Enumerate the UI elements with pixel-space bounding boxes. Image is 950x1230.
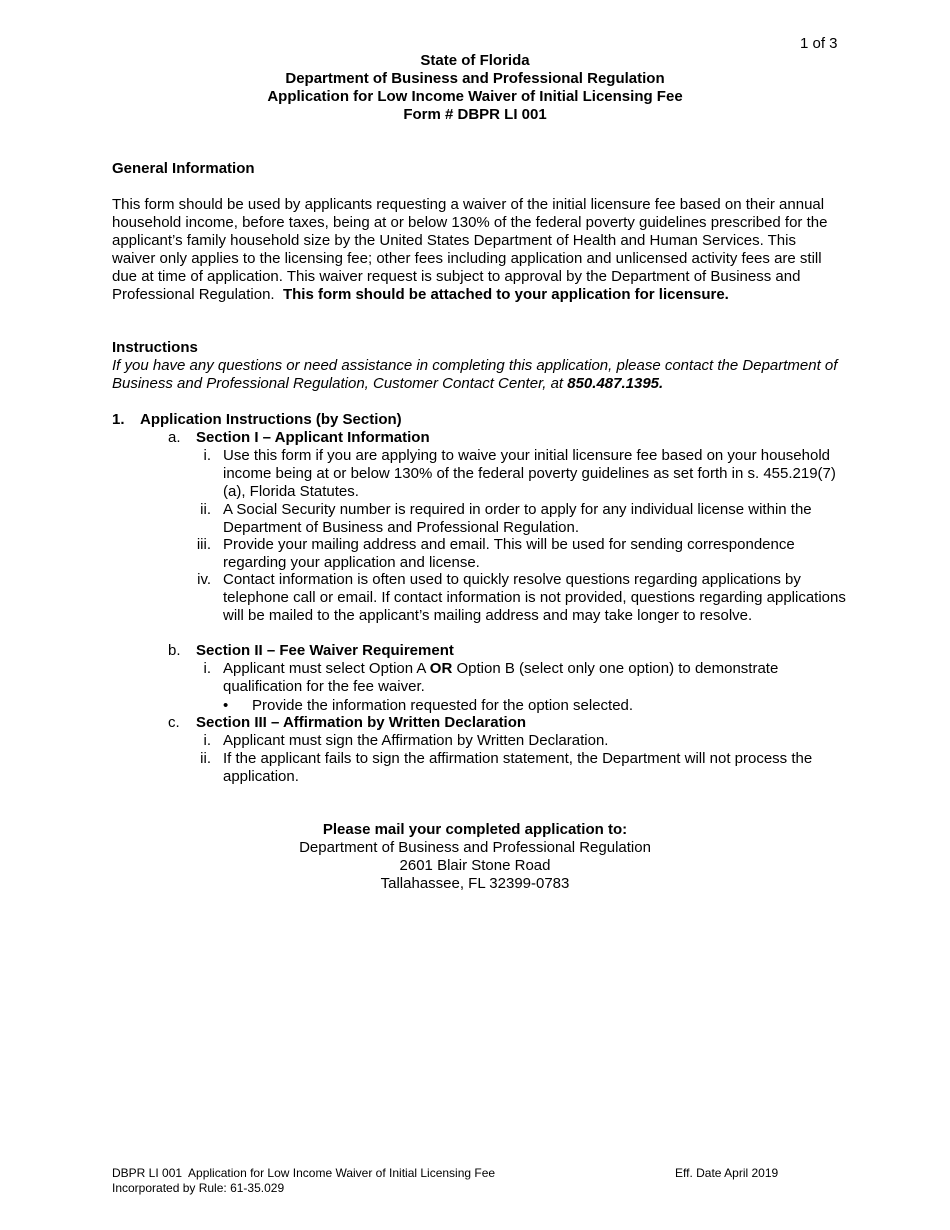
item-numeral: i.	[203, 660, 211, 677]
item-numeral: ii.	[200, 501, 211, 518]
footer-form-title: DBPR LI 001 Application for Low Income Waiver of Initial Licensing Fee	[112, 1166, 496, 1180]
item-numeral: ii.	[200, 750, 211, 767]
item-text-part: Applicant must select Option A	[223, 660, 426, 677]
section-label: a.	[168, 429, 181, 446]
section-c	[168, 714, 848, 732]
footer-left	[112, 1166, 495, 1196]
item-text: Use this form if you are applying to waive your initial licensure fee based on your household income being at or below 130% of the federal poverty guidelines as set forth in s. 455.219(7)(a), Florida Statutes.	[223, 447, 836, 500]
section-a	[168, 429, 848, 447]
section-title: Section II – Fee Waiver Requirement	[196, 642, 454, 659]
contact-phone: 850.487.1395.	[567, 375, 664, 392]
list-item	[172, 447, 852, 501]
mailing-address-block	[0, 821, 950, 893]
list-item	[172, 750, 852, 786]
general-body-text: This form should be used by applicants requesting a waiver of the initial licensure fee based on their annual household income, before taxes, being at or below 130% of the federal poverty guidelines prescribed for the applicant’s family household size by the United States Department of Health and Human Services. This waiver only applies to the licensing fee; other fees including application and unlicensed activity fees are still due at time of application. This waiver request is subject to approval by the Department of Business and Professional Regulation.	[112, 196, 828, 303]
section-label: b.	[168, 642, 181, 659]
list-number: 1.	[112, 411, 125, 428]
section-title: Section I – Applicant Information	[196, 429, 430, 446]
bullet-icon: •	[223, 697, 229, 714]
instructions-text: If you have any questions or need assistance in completing this application, please contact the Department of Business and Professional Regulation, Customer Contact Center, at	[112, 357, 838, 392]
item-numeral: iii.	[196, 536, 211, 553]
mail-line: Department of Business and Professional Regulation	[299, 839, 651, 856]
document-header	[0, 52, 950, 124]
list-item	[172, 536, 852, 572]
item-text-part: Option B (select only one option) to demonstrate qualification for the fee waiver.	[223, 660, 779, 695]
item-text: If the applicant fails to sign the affirmation statement, the Department will not process the application.	[223, 750, 813, 785]
header-title: Application for Low Income Waiver of Initial Licensing Fee	[267, 88, 683, 105]
item-text: A Social Security number is required in order to apply for any individual license within the Department of Business and Professional Regulation.	[223, 501, 812, 536]
general-information-heading: General Information	[112, 160, 255, 177]
footer-effective-date: Eff. Date April 2019	[675, 1166, 779, 1180]
application-instructions-title: Application Instructions (by Section)	[140, 411, 402, 428]
page-number: 1 of 3	[800, 35, 838, 52]
item-text: Provide your mailing address and email. This will be used for sending correspondence regarding your application and license.	[223, 536, 795, 571]
general-body-bold: This form should be attached to your application for licensure.	[282, 286, 729, 303]
instructions-body	[112, 357, 842, 393]
mail-line: Tallahassee, FL 32399-0783	[380, 875, 570, 892]
item-numeral: i.	[203, 447, 211, 464]
item-text-bold: OR	[429, 660, 453, 677]
header-form-number: Form # DBPR LI 001	[403, 106, 547, 123]
instructions-heading: Instructions	[112, 339, 198, 356]
list-item	[172, 501, 852, 537]
application-instructions-heading	[112, 411, 402, 429]
item-text	[223, 660, 852, 696]
header-state: State of Florida	[420, 52, 530, 69]
mail-line: 2601 Blair Stone Road	[399, 857, 551, 874]
list-item	[172, 571, 852, 625]
footer-rule: Incorporated by Rule: 61-35.029	[112, 1181, 285, 1195]
item-numeral: iv.	[197, 571, 211, 588]
section-b	[168, 642, 848, 660]
mail-heading: Please mail your completed application to:	[322, 821, 628, 838]
list-item	[172, 732, 852, 750]
bullet-text: Provide the information requested for the option selected.	[252, 697, 634, 714]
list-item	[172, 660, 852, 696]
section-label: c.	[168, 714, 180, 731]
header-department: Department of Business and Professional Regulation	[285, 70, 665, 87]
section-title: Section III – Affirmation by Written Declaration	[196, 714, 527, 731]
item-numeral: i.	[203, 732, 211, 749]
item-text: Contact information is often used to quickly resolve questions regarding applications by telephone call or email. If contact information is not provided, questions regarding applications will be mailed to the applicant’s mailing address and may take longer to resolve.	[223, 571, 846, 624]
bullet-item	[223, 697, 843, 715]
item-text: Applicant must sign the Affirmation by Written Declaration.	[223, 732, 609, 749]
general-information-body	[112, 196, 842, 304]
